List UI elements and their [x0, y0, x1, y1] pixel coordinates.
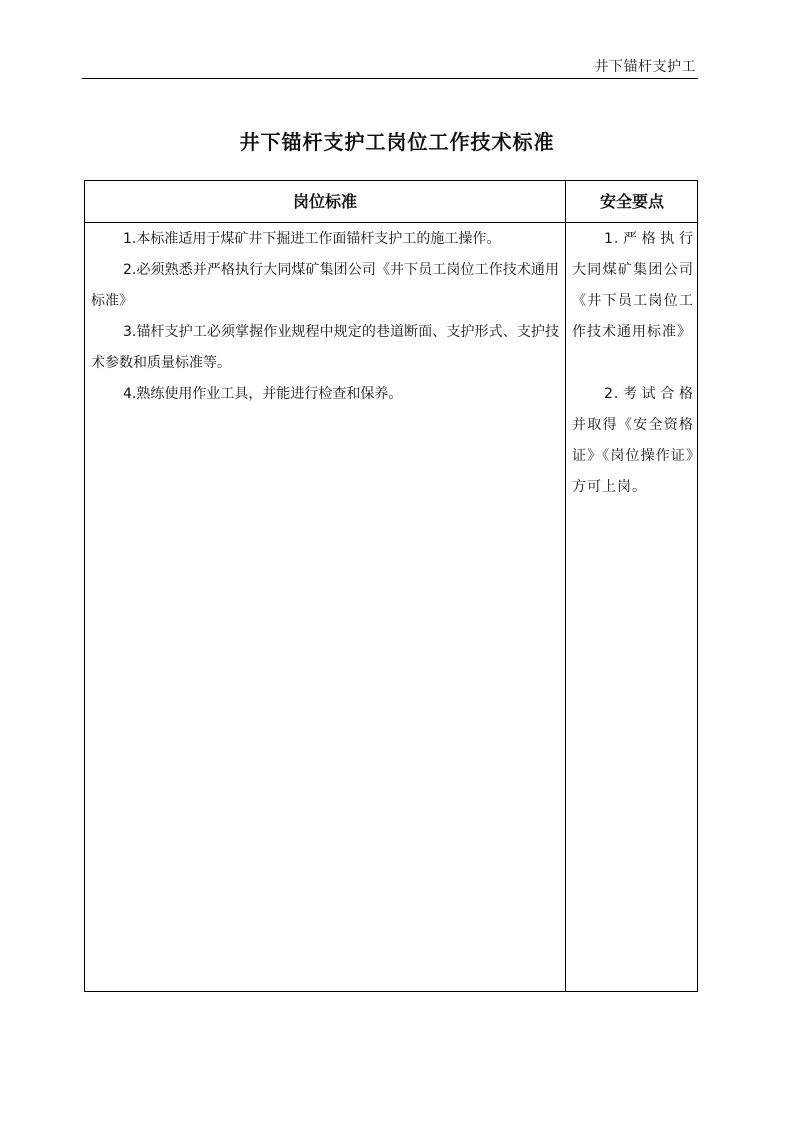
standard-item: 2.必须熟悉并严格执行大同煤矿集团公司《井下员工岗位工作技术通用标准》 [91, 262, 559, 309]
document-title: 井下锚杆支护工岗位工作技术标准 [239, 130, 555, 154]
standards-cell [91, 224, 559, 410]
column-divider [565, 181, 566, 991]
safety-point-item: 2.考试合格并取得《安全资格证》《岗位操作证》方可上岗。 [572, 386, 694, 495]
page-header [82, 52, 698, 79]
safety-points-cell [572, 224, 694, 503]
column-header-standards: 岗位标准 [292, 192, 357, 211]
standard-item: 1.本标准适用于煤矿井下掘进工作面锚杆支护工的施工操作。 [123, 231, 501, 247]
paragraph-gap [572, 348, 694, 379]
standard-item: 4.熟练使用作业工具，并能进行检查和保养。 [123, 386, 403, 402]
header-title: 井下锚杆支护工 [594, 59, 696, 75]
standard-item: 3.锚杆支护工必须掌握作业规程中规定的巷道断面、支护形式、支护技术参数和质量标准等。 [91, 324, 559, 371]
column-header-safety: 安全要点 [599, 192, 664, 211]
table-header-row [85, 181, 697, 223]
safety-point-item: 1.严格执行大同煤矿集团公司《井下员工岗位工作技术通用标准》 [572, 231, 694, 340]
standards-table [84, 180, 698, 992]
